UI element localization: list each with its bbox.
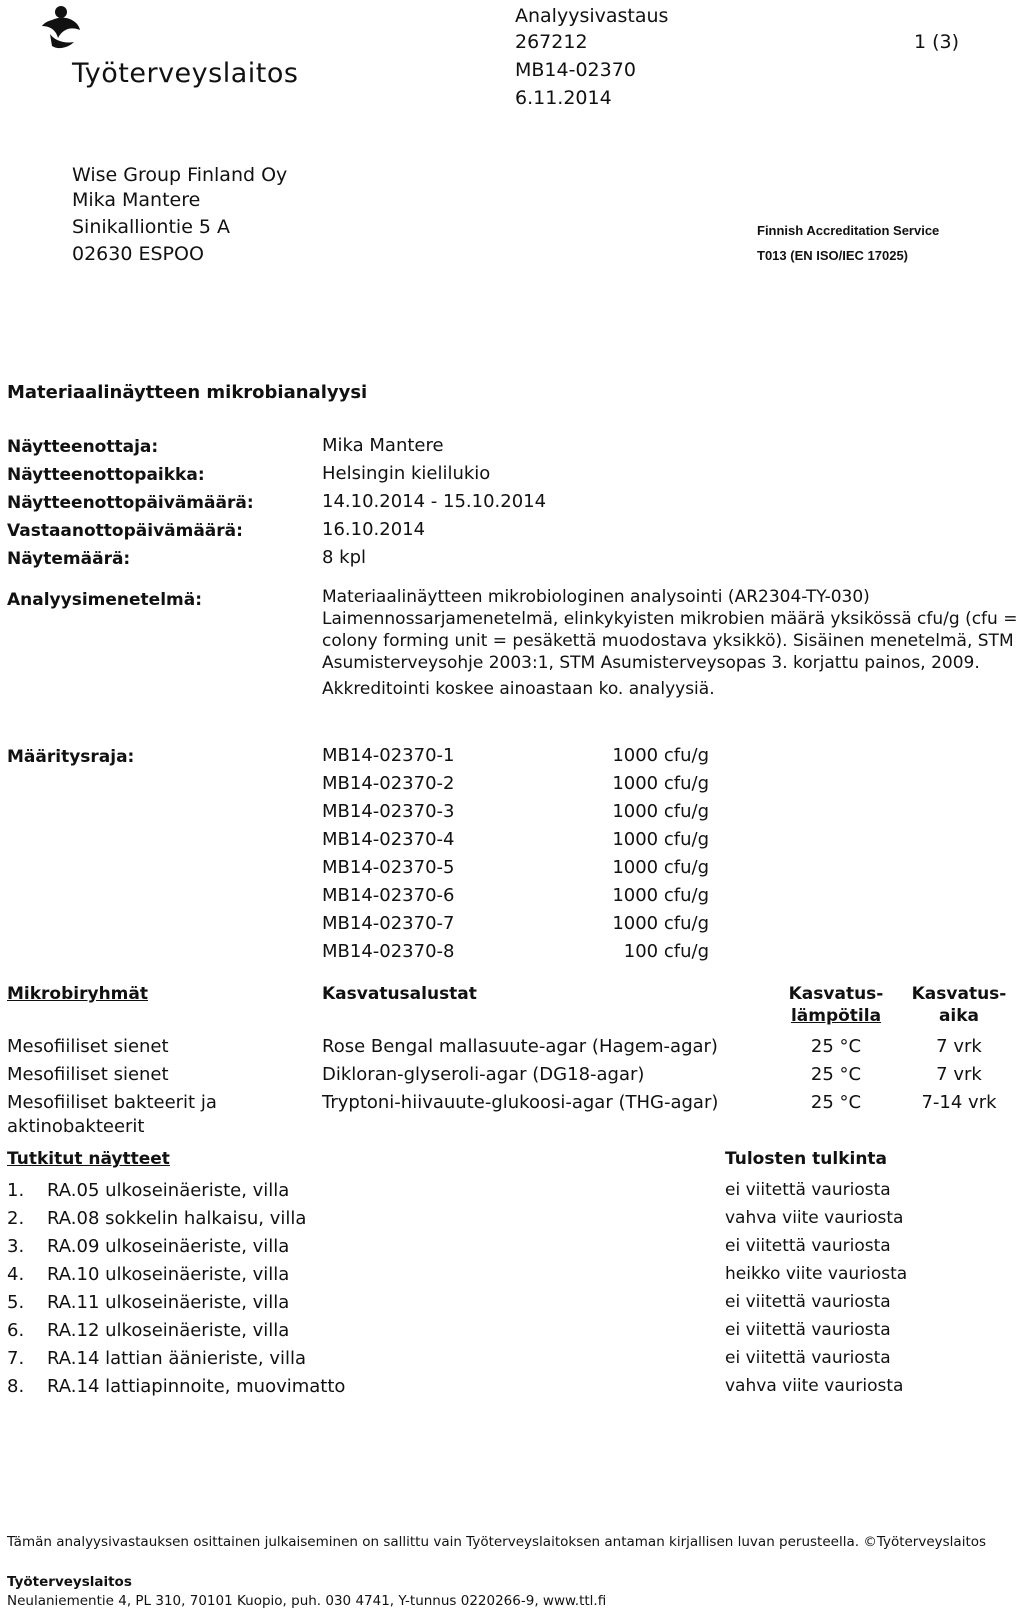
limit-value-4: 1000 cfu/g <box>612 829 709 850</box>
media-row-1-medium: Rose Bengal mallasuute-agar (Hagem-agar) <box>322 1036 718 1057</box>
sample-6-desc: RA.12 ulkoseinäeriste, villa <box>47 1320 290 1341</box>
sample-8-number: 8. <box>7 1376 25 1397</box>
limit-sample-1: MB14-02370-1 <box>322 745 455 766</box>
media-table-temp-header-top: Kasvatus- <box>788 984 884 1004</box>
limit-value-7: 1000 cfu/g <box>612 913 709 934</box>
sampling-place-value: Helsingin kielilukio <box>322 463 491 484</box>
sampler-value: Mika Mantere <box>322 435 444 456</box>
footer-address: Neulaniementie 4, PL 310, 70101 Kuopio, puh. 030 4741, Y-tunnus 0220266-9, www.ttl.fi <box>7 1593 607 1609</box>
limit-value-2: 1000 cfu/g <box>612 773 709 794</box>
accreditation-code: T013 (EN ISO/IEC 17025) <box>757 248 909 263</box>
footer-org: Työterveyslaitos <box>7 1574 132 1590</box>
page-title: Materiaalinäytteen mikrobianalyysi <box>7 382 368 403</box>
recipient-street: Sinikalliontie 5 A <box>72 216 231 238</box>
sample-8-interp: vahva viite vauriosta <box>725 1376 904 1396</box>
sample-3-interp: ei viitettä vauriosta <box>725 1236 891 1256</box>
sampling-date-value: 14.10.2014 - 15.10.2014 <box>322 491 547 512</box>
method-description <box>322 586 1022 700</box>
media-row-2-temp: 25 °C <box>810 1064 862 1085</box>
page-number: 1 (3) <box>914 31 960 53</box>
accreditation-service: Finnish Accreditation Service <box>757 223 940 238</box>
limit-sample-3: MB14-02370-3 <box>322 801 455 822</box>
method-paragraph: Materiaalinäytteen mikrobiologinen analysointi (AR2304-TY-030) Laimennossarjamenetelmä, elinkykyisten mikrobien määrä yksikössä cfu/g (cfu = colony forming unit = pesäkettä muodostava yksikkö). Sisäinen menetelmä, STM Asumisterveysohje 2003:1, STM Asumisterveysopas 3. korjattu painos, 2009. <box>322 587 1018 673</box>
sample-count-value: 8 kpl <box>322 547 367 568</box>
media-table-time-header-top: Kasvatus- <box>911 984 1007 1004</box>
footer-notice: Tämän analyysivastauksen osittainen julkaiseminen on sallittu vain Työterveyslaitoksen antaman kirjallisen luvan perusteella. ©Työterveyslaitos <box>7 1534 987 1550</box>
limit-value-6: 1000 cfu/g <box>612 885 709 906</box>
media-table-time-header-bottom: aika <box>938 1006 980 1026</box>
sample-6-interp: ei viitettä vauriosta <box>725 1320 891 1340</box>
sample-7-desc: RA.14 lattian äänieriste, villa <box>47 1348 307 1369</box>
org-logo-text: Työterveyslaitos <box>72 58 299 89</box>
sample-4-desc: RA.10 ulkoseinäeriste, villa <box>47 1264 290 1285</box>
sample-id: MB14-02370 <box>515 59 636 81</box>
sample-1-number: 1. <box>7 1180 25 1201</box>
sample-5-interp: ei viitettä vauriosta <box>725 1292 891 1312</box>
sample-8-desc: RA.14 lattiapinnoite, muovimatto <box>47 1376 346 1397</box>
doc-date: 6.11.2014 <box>515 87 612 109</box>
sample-7-interp: ei viitettä vauriosta <box>725 1348 891 1368</box>
limit-value-1: 1000 cfu/g <box>612 745 709 766</box>
media-table-group-header: Mikrobiryhmät <box>7 984 148 1004</box>
method-note: Akkreditointi koskee ainoastaan ko. analyysiä. <box>322 679 715 699</box>
sample-6-number: 6. <box>7 1320 25 1341</box>
media-row-2-time: 7 vrk <box>936 1064 982 1085</box>
sample-2-interp: vahva viite vauriosta <box>725 1208 904 1228</box>
media-row-1-group: Mesofiiliset sienet <box>7 1036 169 1057</box>
sample-1-desc: RA.05 ulkoseinäeriste, villa <box>47 1180 290 1201</box>
media-row-1-time: 7 vrk <box>936 1036 982 1057</box>
limit-sample-6: MB14-02370-6 <box>322 885 455 906</box>
samples-header: Tutkitut näytteet <box>7 1149 170 1169</box>
recipient-person: Mika Mantere <box>72 189 201 211</box>
media-row-3-group: Mesofiiliset bakteerit ja <box>7 1092 217 1113</box>
sample-2-desc: RA.08 sokkelin halkaisu, villa <box>47 1208 307 1229</box>
recipient-company: Wise Group Finland Oy <box>72 164 288 186</box>
sample-2-number: 2. <box>7 1208 25 1229</box>
media-row-3-medium: Tryptoni-hiivauute-glukoosi-agar (THG-agar) <box>322 1092 719 1113</box>
received-date-label: Vastaanottopäivämäärä: <box>7 521 243 541</box>
media-row-2-medium: Dikloran-glyseroli-agar (DG18-agar) <box>322 1064 645 1085</box>
sample-count-label: Näytemäärä: <box>7 549 131 569</box>
media-row-1-temp: 25 °C <box>810 1036 862 1057</box>
sample-1-interp: ei viitettä vauriosta <box>725 1180 891 1200</box>
sampler-label: Näytteenottaja: <box>7 437 159 457</box>
sample-5-number: 5. <box>7 1292 25 1313</box>
doc-number: 267212 <box>515 31 588 53</box>
media-row-3-temp: 25 °C <box>810 1092 862 1113</box>
media-row-3-group-cont: aktinobakteerit <box>7 1116 145 1137</box>
limit-sample-8: MB14-02370-8 <box>322 941 455 962</box>
detection-limit-label: Määritysraja: <box>7 747 135 767</box>
doc-type: Analyysivastaus <box>515 5 669 27</box>
sample-4-interp: heikko viite vauriosta <box>725 1264 908 1284</box>
sample-4-number: 4. <box>7 1264 25 1285</box>
limit-sample-5: MB14-02370-5 <box>322 857 455 878</box>
limit-value-8: 100 cfu/g <box>623 941 709 962</box>
recipient-city: 02630 ESPOO <box>72 243 204 265</box>
logo-icon <box>34 4 86 54</box>
sampling-date-label: Näytteenottopäivämäärä: <box>7 493 254 513</box>
media-row-2-group: Mesofiiliset sienet <box>7 1064 169 1085</box>
sample-5-desc: RA.11 ulkoseinäeriste, villa <box>47 1292 290 1313</box>
sample-3-number: 3. <box>7 1236 25 1257</box>
media-table-temp-header-bottom: lämpötila <box>790 1006 882 1026</box>
media-row-3-time: 7-14 vrk <box>921 1092 997 1113</box>
limit-value-3: 1000 cfu/g <box>612 801 709 822</box>
media-table-media-header: Kasvatusalustat <box>322 984 477 1004</box>
sample-3-desc: RA.09 ulkoseinäeriste, villa <box>47 1236 290 1257</box>
sampling-place-label: Näytteenottopaikka: <box>7 465 205 485</box>
method-label: Analyysimenetelmä: <box>7 590 203 610</box>
limit-sample-7: MB14-02370-7 <box>322 913 455 934</box>
limit-value-5: 1000 cfu/g <box>612 857 709 878</box>
limit-sample-4: MB14-02370-4 <box>322 829 455 850</box>
interpretation-header: Tulosten tulkinta <box>725 1149 888 1169</box>
limit-sample-2: MB14-02370-2 <box>322 773 455 794</box>
received-date-value: 16.10.2014 <box>322 519 426 540</box>
sample-7-number: 7. <box>7 1348 25 1369</box>
